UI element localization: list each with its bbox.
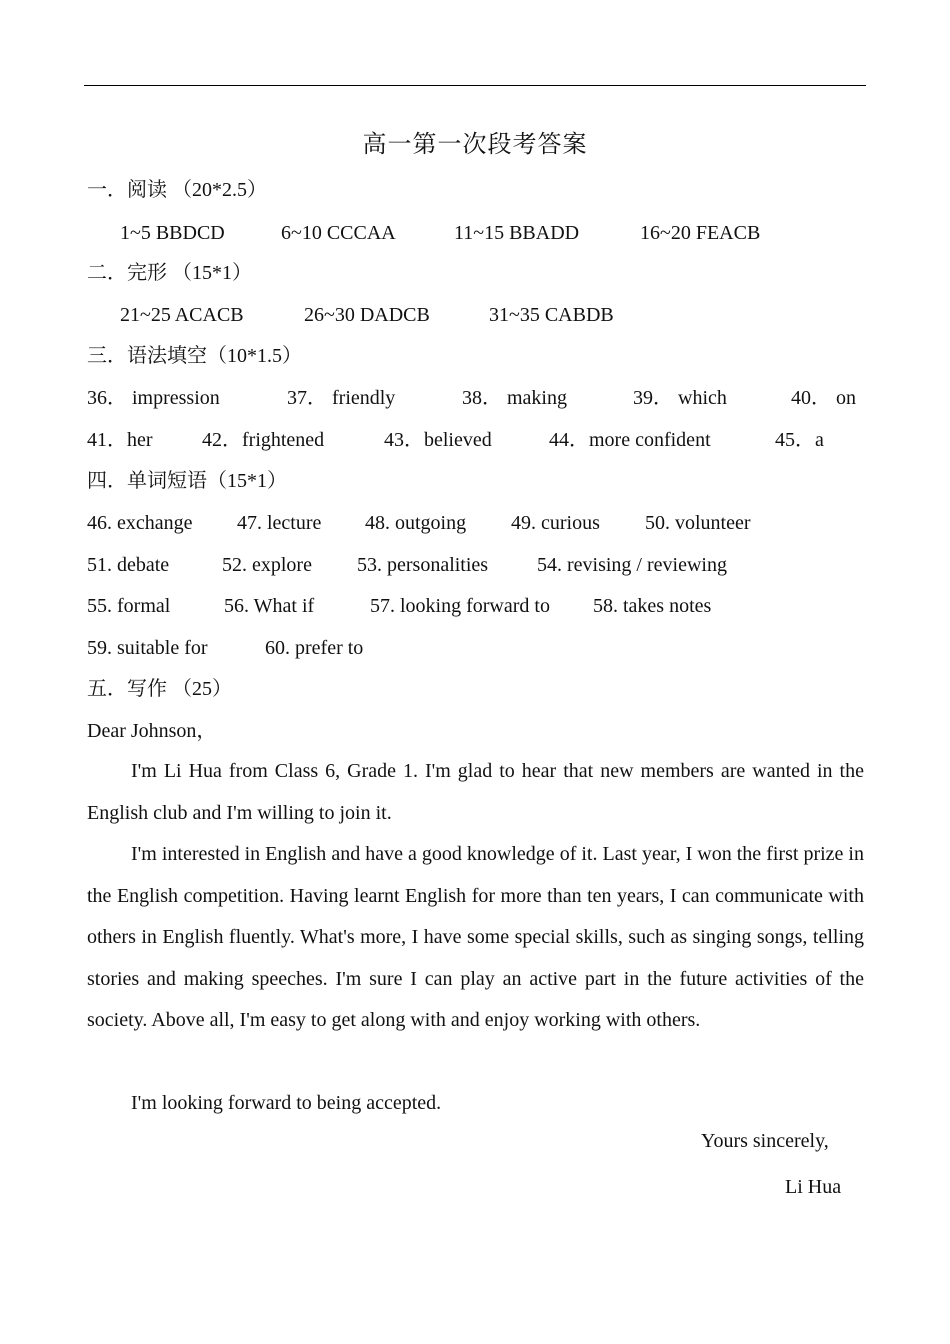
answer-item: 60. prefer to xyxy=(265,637,364,659)
answer-item: 58. takes notes xyxy=(593,595,712,617)
answer-group: 31~35 CABDB xyxy=(489,304,614,326)
answer-group: 16~20 FEACB xyxy=(640,222,761,244)
answer-item: 54. revising / reviewing xyxy=(537,554,727,576)
answer-item: 52. explore xyxy=(222,554,312,576)
answer-item: 53. personalities xyxy=(357,554,489,576)
answer-item: 56. What if xyxy=(224,595,315,617)
letter-paragraph xyxy=(87,834,864,1042)
section-heading-vocab: 四．单词短语（15*1） xyxy=(87,470,287,492)
answer-item: 40． on xyxy=(791,387,856,409)
answer-item: 38． making xyxy=(462,387,567,409)
answer-group: 1~5 BBDCD xyxy=(120,222,225,244)
answer-item: 44．more confident xyxy=(549,429,711,451)
answer-item: 57. looking forward to xyxy=(370,595,550,617)
paragraph-text: I'm Li Hua from Class 6, Grade 1. I'm glad to hear that new members are wanted in the English club and I'm willing to join it. xyxy=(87,760,864,824)
answer-item: 42．frightened xyxy=(202,429,325,451)
answer-item: 39． which xyxy=(633,387,727,409)
page-title: 高一第一次段考答案 xyxy=(362,132,588,158)
answer-item: 36． impression xyxy=(87,387,220,409)
answer-group: 26~30 DADCB xyxy=(304,304,430,326)
answer-item: 51. debate xyxy=(87,554,170,576)
answer-group: 11~15 BBADD xyxy=(454,222,580,244)
letter-closing: Yours sincerely, xyxy=(701,1130,829,1152)
section-heading-cloze: 二．完形 （15*1） xyxy=(87,262,252,284)
answer-group: 6~10 CCCAA xyxy=(281,222,396,244)
answer-item: 49. curious xyxy=(511,512,600,534)
answer-item: 45．a xyxy=(775,429,824,451)
answer-item: 59. suitable for xyxy=(87,637,208,659)
answer-item: 50. volunteer xyxy=(645,512,751,534)
paragraph-text: I'm looking forward to being accepted. xyxy=(131,1092,442,1114)
answer-item: 46. exchange xyxy=(87,512,193,534)
answer-group: 21~25 ACACB xyxy=(120,304,244,326)
answer-item: 43．believed xyxy=(384,429,492,451)
header-rule xyxy=(84,85,866,86)
section-heading-reading: 一．阅读 （20*2.5） xyxy=(87,179,267,201)
answer-item: 37． friendly xyxy=(287,387,396,409)
answer-item: 48. outgoing xyxy=(365,512,467,534)
section-heading-grammar: 三．语法填空（10*1.5） xyxy=(87,345,302,367)
letter-salutation: Dear Johnson， xyxy=(87,720,217,742)
letter-paragraph xyxy=(87,751,864,834)
letter-paragraph xyxy=(87,1083,864,1125)
section-heading-writing: 五．写作 （25） xyxy=(87,678,232,700)
letter-signature: Li Hua xyxy=(785,1176,842,1198)
answer-item: 47. lecture xyxy=(237,512,322,534)
paragraph-text: I'm interested in English and have a good knowledge of it. Last year, I won the first prize in the English competition. Having learnt English for more than ten years, I can communicate with others in English fluently. What's more, I have some special skills, such as singing songs, telling stories and making speeches. I'm sure I can play an active part in the future activities of the society. Above all, I'm easy to get along with and enjoy working with others. xyxy=(87,843,864,1031)
answer-item: 41．her xyxy=(87,429,153,451)
answer-item: 55. formal xyxy=(87,595,171,617)
